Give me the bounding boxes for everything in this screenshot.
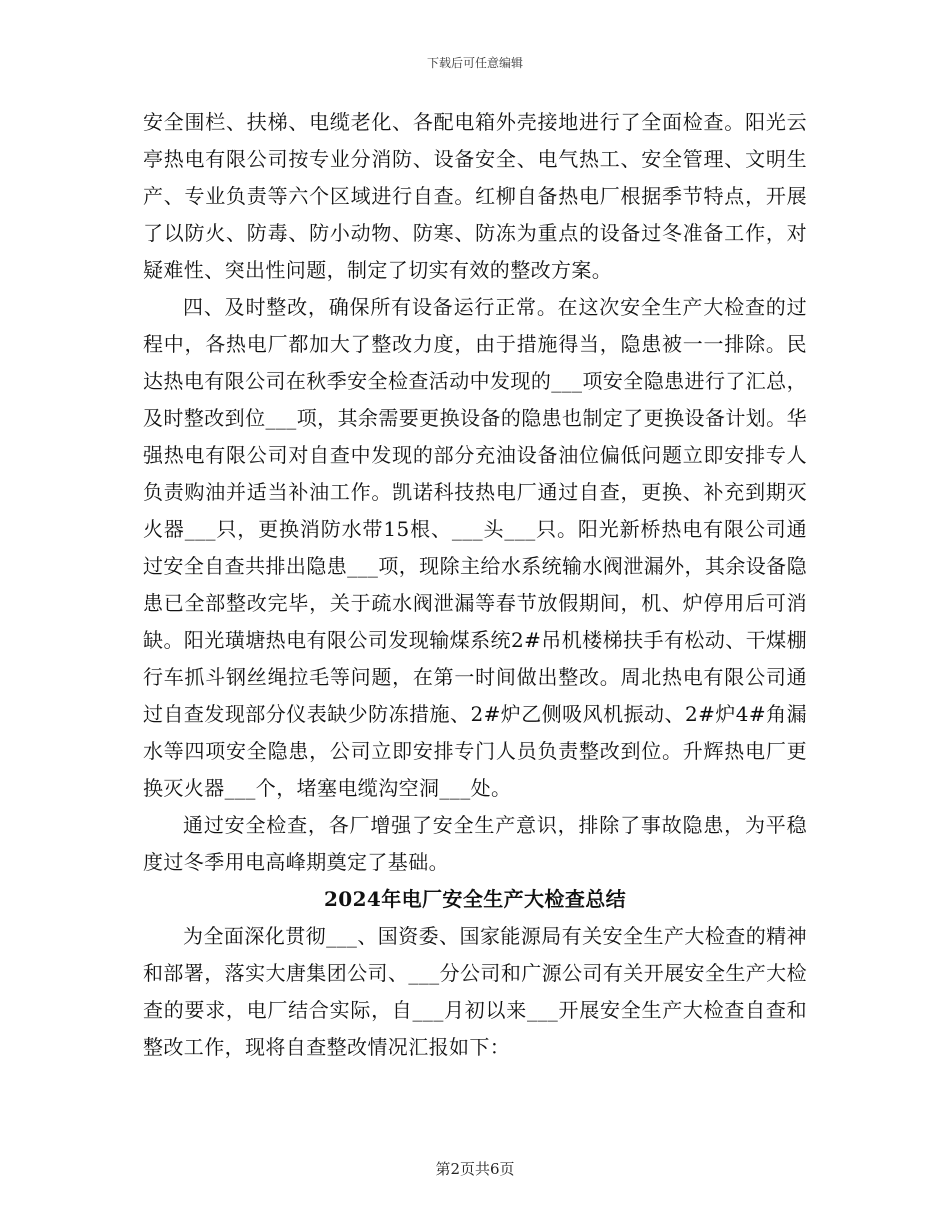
section-title: 2024年电厂安全生产大检查总结 (323, 887, 627, 911)
page-header: 下载后可任意编辑 (426, 56, 523, 70)
page-number: 第2页共6页 (435, 1160, 515, 1178)
document-body (143, 104, 807, 1066)
paragraph-inspection-areas: 安全围栏、扶梯、电缆老化、各配电箱外壳接地进行了全面检查。阳光云亭热电有限公司按专业分消防、设备安全、电气热工、安全管理、文明生产、专业负责等六个区域进行自查。红柳自备热电厂根据季节特点，开展了以防火、防毒、防小动物、防寒、防冻为重点的设备过冬准备工作，对疑难性、突出性问题，制定了切实有效的整改方案。 (143, 110, 807, 282)
paragraph-conclusion: 通过安全检查，各厂增强了安全生产意识，排除了事故隐患，为平稳度过冬季用电高峰期奠定了基础。 (143, 813, 807, 874)
paragraph-rectification: 四、及时整改，确保所有设备运行正常。在这次安全生产大检查的过程中，各热电厂都加大了整改力度，由于措施得当，隐患被一一排除。民达热电有限公司在秋季安全检查活动中发现的___项安全隐患进行了汇总，及时整改到位___项，其余需要更换设备的隐患也制定了更换设备计划。华强热电有限公司对自查中发现的部分充油设备油位偏低问题立即安排专人负责购油并适当补油工作。凯诺科技热电厂通过自查，更换、补充到期灭火器___只，更换消防水带15根、___头___只。阳光新桥热电有限公司通过安全自查共排出隐患___项，现除主给水系统输水阀泄漏外，其余设备隐患已全部整改完毕，关于疏水阀泄漏等春节放假期间，机、炉停用后可消缺。阳光璜塘热电有限公司发现输煤系统2#吊机楼梯扶手有松动、干煤棚行车抓斗钢丝绳拉毛等问题，在第一时间做出整改。周北热电有限公司通过自查发现部分仪表缺少防冻措施、2#炉乙侧吸风机振动、2#炉4#角漏水等四项安全隐患，公司立即安排专门人员负责整改到位。升辉热电厂更换灭火器___个，堵塞电缆沟空洞___处。 (143, 295, 807, 800)
paragraph-introduction: 为全面深化贯彻___、国资委、国家能源局有关安全生产大检查的精神和部署，落实大唐集团公司、___分公司和广源公司有关开展安全生产大检查的要求，电厂结合实际，自___月初以来___开展安全生产大检查自查和整改工作，现将自查整改情况汇报如下： (143, 924, 807, 1059)
